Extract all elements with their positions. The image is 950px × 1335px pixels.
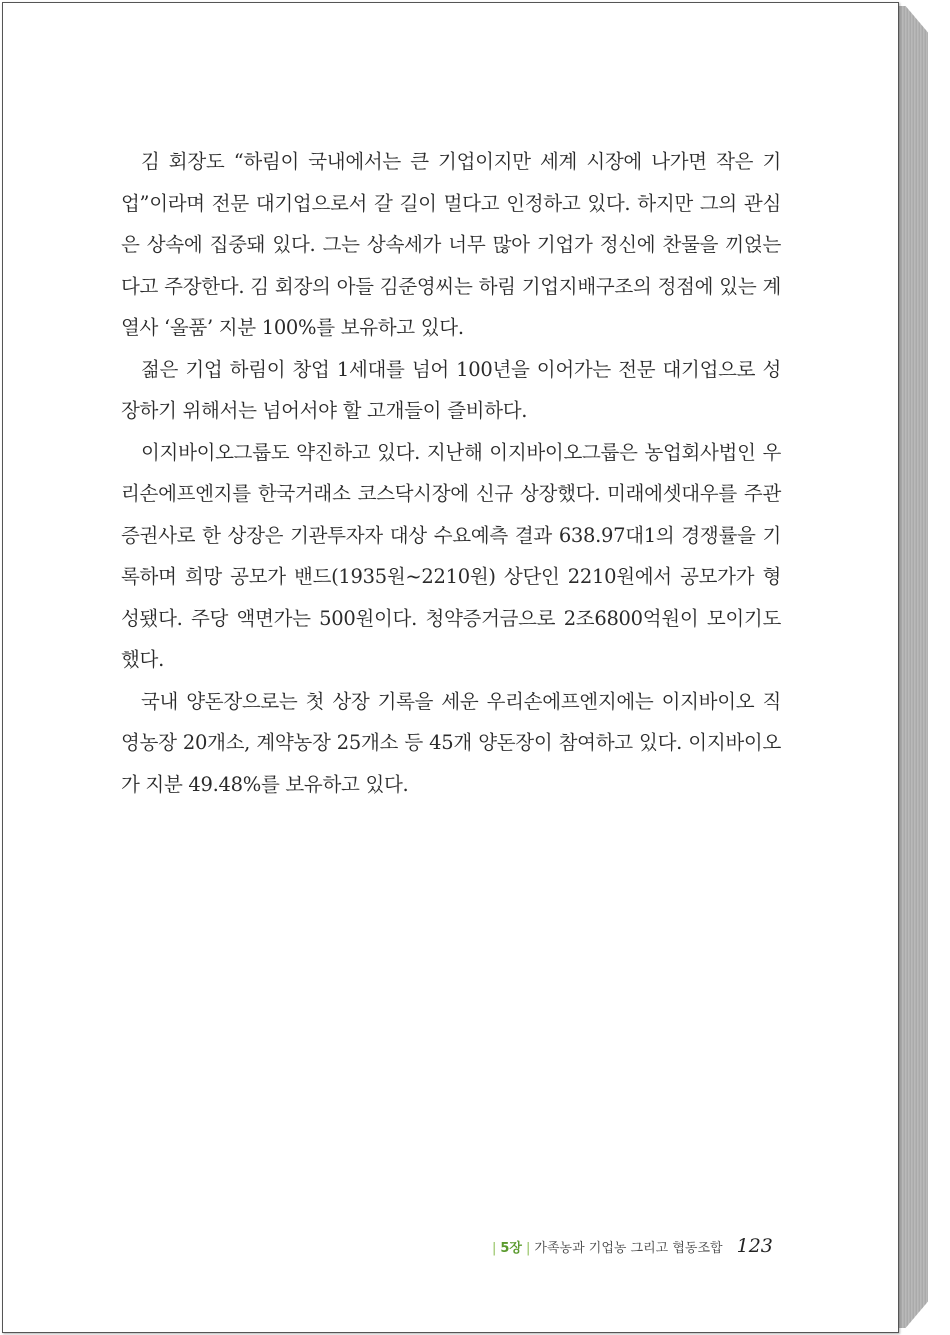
book-page <box>2 2 899 1333</box>
footer-separator-left: | <box>492 1241 497 1256</box>
page-number: 123 <box>736 1235 773 1257</box>
page-stack-edge <box>896 6 928 1328</box>
body-text <box>121 141 781 805</box>
chapter-title: 가족농과 기업농 그리고 협동조합 <box>534 1241 723 1256</box>
running-footer <box>488 1235 773 1259</box>
chapter-label: 5장 <box>500 1241 522 1256</box>
paragraph-4: 국내 양돈장으로는 첫 상장 기록을 세운 우리손에프엔지에는 이지바이오 직영농장 20개소, 계약농장 25개소 등 45개 양돈장이 참여하고 있다. 이지바이오가 지분 49.48%를 보유하고 있다. <box>121 689 781 796</box>
paragraph-1: 김 회장도 “하림이 국내에서는 큰 기업이지만 세계 시장에 나가면 작은 기업”이라며 전문 대기업으로서 갈 길이 멀다고 인정하고 있다. 하지만 그의 관심은 상속에 집중돼 있다. 그는 상속세가 너무 많아 기업가 정신에 찬물을 끼얹는다고 주장한다. 김 회장의 아들 김준영씨는 하림 기업지배구조의 정점에 있는 계열사 ‘올품’ 지분 100%를 보유하고 있다. <box>121 150 781 339</box>
paragraph-3: 이지바이오그룹도 약진하고 있다. 지난해 이지바이오그룹은 농업회사법인 우리손에프엔지를 한국거래소 코스닥시장에 신규 상장했다. 미래에셋대우를 주관 증권사로 한 상장은 기관투자자 대상 수요예측 결과 638.97대1의 경쟁률을 기록하며 희망 공모가 밴드(1935원~2210원) 상단인 2210원에서 공모가가 형성됐다. 주당 액면가는 500원이다. 청약증거금으로 2조6800억원이 모이기도 했다. <box>121 440 781 671</box>
footer-separator-right: | <box>526 1241 531 1256</box>
paragraph-2: 젊은 기업 하림이 창업 1세대를 넘어 100년을 이어가는 전문 대기업으로 성장하기 위해서는 넘어서야 할 고개들이 즐비하다. <box>121 357 781 422</box>
